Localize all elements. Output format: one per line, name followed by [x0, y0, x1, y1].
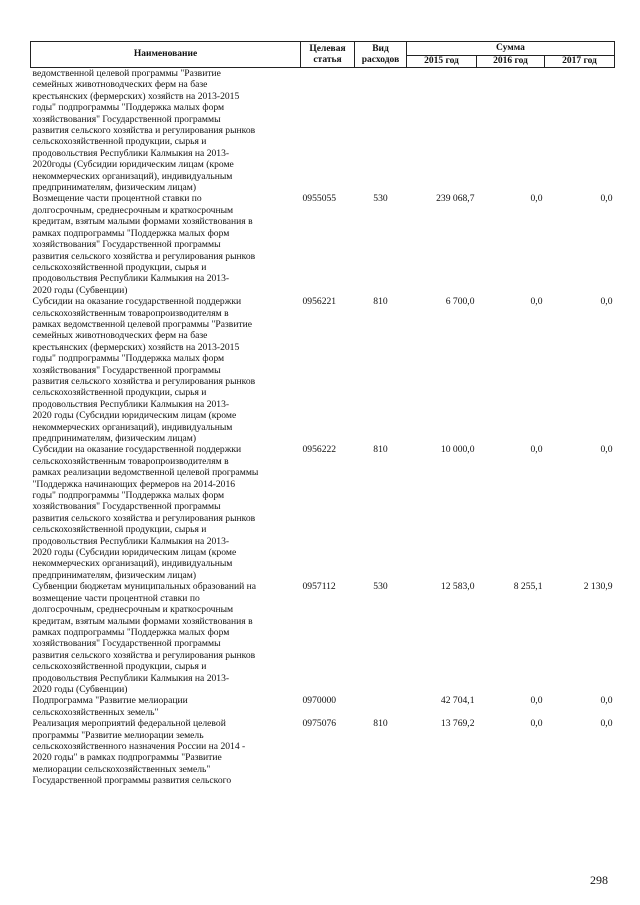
row-expense-type [355, 695, 407, 718]
row-expense-type: 810 [373, 444, 388, 456]
row-name-line: предпринимателям, физическим лицам) [32, 569, 197, 581]
row-name-line: рамках подпрограммы "Поддержка малых форм [32, 227, 230, 239]
header-year-2015: 2015 год [407, 56, 477, 68]
row-name-line: сельскохозяйственного назначения России на 2014 - [32, 740, 246, 752]
row-name-line: сельскохозяйственной продукции, сырья и [32, 136, 207, 148]
row-amount-2017: 0,0 [600, 718, 613, 730]
row-amount-2017: 0,0 [600, 444, 613, 456]
header-amount: Сумма [407, 42, 615, 56]
header-target-article [301, 42, 355, 68]
row-amount-2016: 0,0 [530, 695, 543, 707]
row-name-line: сельскохозяйственной продукции, сырья и [32, 661, 207, 673]
row-name-line: долгосрочным, среднесрочным и краткосрочным [32, 204, 234, 216]
row-name-line: сельскохозяйственных земель" [32, 706, 159, 718]
row-name-line: кредитам, взятым малыми формами хозяйствования в [32, 216, 253, 228]
row-amount-2016: 0,0 [530, 718, 543, 730]
header-expense-type [355, 42, 407, 68]
row-name-line: 2020 годы" в рамках подпрограммы "Развитие [32, 752, 222, 764]
table-row [31, 444, 615, 581]
row-name-line: продовольствия Республики Калмыкия на 2013- [32, 398, 230, 410]
row-amount-2017: 0,0 [600, 695, 613, 707]
row-name-line: 2020 годы (Субвенции) [32, 683, 128, 695]
row-expense-type: 530 [373, 581, 388, 593]
row-name-line: некоммерческих организаций), индивидуальным [32, 558, 233, 570]
row-amount-2015: 12 583,0 [440, 581, 475, 593]
row-name-line: рамках реализации ведомственной целевой программы [32, 467, 259, 479]
row-name-line: Субсидии на оказание государственной поддержки [32, 296, 242, 308]
row-name-line: Реализация мероприятий федеральной целевой [32, 718, 226, 730]
row-name-line: сельскохозяйственным товаропроизводителям в [32, 455, 229, 467]
table-row [31, 68, 615, 194]
row-target-article: 0956221 [302, 296, 337, 308]
row-name-line: семейных животноводческих ферм на базе [32, 330, 208, 342]
row-name-line: годы" подпрограммы "Поддержка малых форм [32, 490, 225, 502]
row-name-line: долгосрочным, среднесрочным и краткосрочным [32, 604, 234, 616]
header-year-2016: 2016 год [477, 56, 545, 68]
row-name [31, 193, 301, 296]
row-name [31, 581, 301, 695]
table-row [31, 695, 615, 718]
budget-table [30, 41, 615, 787]
row-name-line: 2020годы (Субсидии юридическим лицам (кроме [32, 159, 234, 171]
row-expense-type: 530 [373, 193, 388, 205]
row-name-line: крестьянских (фермерских) хозяйств на 2013-2015 [32, 341, 240, 353]
row-name-line: Субсидии на оказание государственной поддержки [32, 444, 242, 456]
row-amount-2015: 13 769,2 [440, 718, 475, 730]
row-name-line: некоммерческих организаций), индивидуальным [32, 421, 233, 433]
row-name-line: хозяйствования" Государственной программы [32, 638, 221, 650]
row-name-line: 2020 годы (Субсидии юридическим лицам (кроме [32, 410, 237, 422]
row-amount-2017: 0,0 [600, 296, 613, 308]
table-row [31, 718, 615, 786]
row-amount-2017: 0,0 [600, 193, 613, 205]
table-row [31, 296, 615, 444]
row-amount-2016 [477, 68, 545, 194]
row-name-line: сельскохозяйственной продукции, сырья и [32, 261, 207, 273]
row-name-line: рамках подпрограммы "Поддержка малых форм [32, 626, 230, 638]
row-name-line: Государственной программы развития сельского [32, 775, 232, 787]
row-name-line: продовольствия Республики Калмыкия на 2013- [32, 147, 230, 159]
row-target-article [301, 68, 355, 194]
row-name-line: хозяйствования" Государственной программы [32, 364, 221, 376]
row-name [31, 68, 301, 194]
table-row [31, 193, 615, 296]
row-amount-2016: 0,0 [530, 193, 543, 205]
table-row [31, 581, 615, 695]
row-name-line: рамках ведомственной целевой программы "Развитие [32, 318, 253, 330]
row-name-line: ведомственной целевой программы "Развитие [32, 68, 221, 79]
row-name-line: развития сельского хозяйства и регулирования рынков [32, 125, 256, 137]
row-name-line: годы" подпрограммы "Поддержка малых форм [32, 102, 225, 114]
page-number: 298 [590, 873, 608, 887]
row-amount-2016: 0,0 [530, 296, 543, 308]
row-name-line: крестьянских (фермерских) хозяйств на 2013-2015 [32, 90, 240, 102]
row-name-line: Субвенции бюджетам муниципальных образований на [32, 581, 257, 593]
header-expense-type-line-2: расходов [361, 54, 400, 65]
row-expense-type: 810 [373, 718, 388, 730]
row-target-article: 0956222 [302, 444, 337, 456]
row-target-article: 0970000 [302, 695, 337, 707]
row-name-line: продовольствия Республики Калмыкия на 2013- [32, 535, 230, 547]
row-name-line: хозяйствования" Государственной программы [32, 113, 221, 125]
row-name-line: семейных животноводческих ферм на базе [32, 79, 208, 91]
row-name [31, 695, 301, 718]
header-expense-type-line-1: Вид [372, 43, 389, 54]
row-name-line: "Поддержка начинающих фермеров на 2014-2016 [32, 478, 236, 490]
row-target-article: 0955055 [302, 193, 337, 205]
row-name-line: предпринимателям, физическим лицам) [32, 182, 197, 194]
row-name-line: развития сельского хозяйства и регулирования рынков [32, 375, 256, 387]
row-name-line: развития сельского хозяйства и регулирования рынков [32, 649, 256, 661]
table-body [31, 68, 615, 787]
row-amount-2016: 0,0 [530, 444, 543, 456]
row-name-line: Возмещение части процентной ставки по [32, 193, 202, 205]
row-name-line: программы "Развитие мелиорации земель [32, 729, 204, 741]
row-name-line: хозяйствования" Государственной программы [32, 501, 221, 513]
row-name-line: 2020 годы (Субсидии юридическим лицам (кроме [32, 547, 237, 559]
row-name-line: предпринимателям, физическим лицам) [32, 433, 197, 444]
row-name [31, 296, 301, 444]
row-name-line: Подпрограмма "Развитие мелиорации [32, 695, 188, 707]
row-amount-2015: 239 068,7 [436, 193, 475, 205]
row-expense-type: 810 [373, 296, 388, 308]
row-name-line: годы" подпрограммы "Поддержка малых форм [32, 353, 225, 365]
header-name: Наименование [31, 42, 301, 68]
row-name-line: 2020 годы (Субвенции) [32, 284, 128, 296]
header-year-2017: 2017 год [545, 56, 615, 68]
row-amount-2016: 8 255,1 [513, 581, 543, 593]
row-name-line: развития сельского хозяйства и регулирования рынков [32, 250, 256, 262]
row-name-line: мелиорации сельскохозяйственных земель" [32, 763, 211, 775]
row-name-line: сельскохозяйственной продукции, сырья и [32, 387, 207, 399]
row-amount-2015: 42 704,1 [440, 695, 475, 707]
row-name-line: некоммерческих организаций), индивидуальным [32, 170, 233, 182]
row-amount-2015: 6 700,0 [445, 296, 475, 308]
row-name-line: возмещение части процентной ставки по [32, 592, 200, 604]
row-target-article: 0975076 [302, 718, 337, 730]
row-name-line: развития сельского хозяйства и регулирования рынков [32, 512, 256, 524]
row-name-line: хозяйствования" Государственной программы [32, 239, 221, 251]
row-amount-2017 [545, 68, 615, 194]
row-amount-2015: 10 000,0 [440, 444, 475, 456]
row-name-line: сельскохозяйственным товаропроизводителям в [32, 307, 229, 319]
row-amount-2015 [407, 68, 477, 194]
table-header [31, 42, 615, 68]
row-name [31, 718, 301, 786]
row-name-line: кредитам, взятым малыми формами хозяйствования в [32, 615, 253, 627]
row-name-line: сельскохозяйственной продукции, сырья и [32, 524, 207, 536]
row-target-article: 0957112 [302, 581, 336, 593]
row-amount-2017: 2 130,9 [583, 581, 613, 593]
row-name [31, 444, 301, 581]
row-expense-type [355, 68, 407, 194]
row-name-line: продовольствия Республики Калмыкия на 2013- [32, 672, 230, 684]
header-target-article-line-2: статья [313, 54, 342, 65]
row-name-line: продовольствия Республики Калмыкия на 2013- [32, 273, 230, 285]
header-target-article-line-1: Целевая [309, 43, 346, 54]
